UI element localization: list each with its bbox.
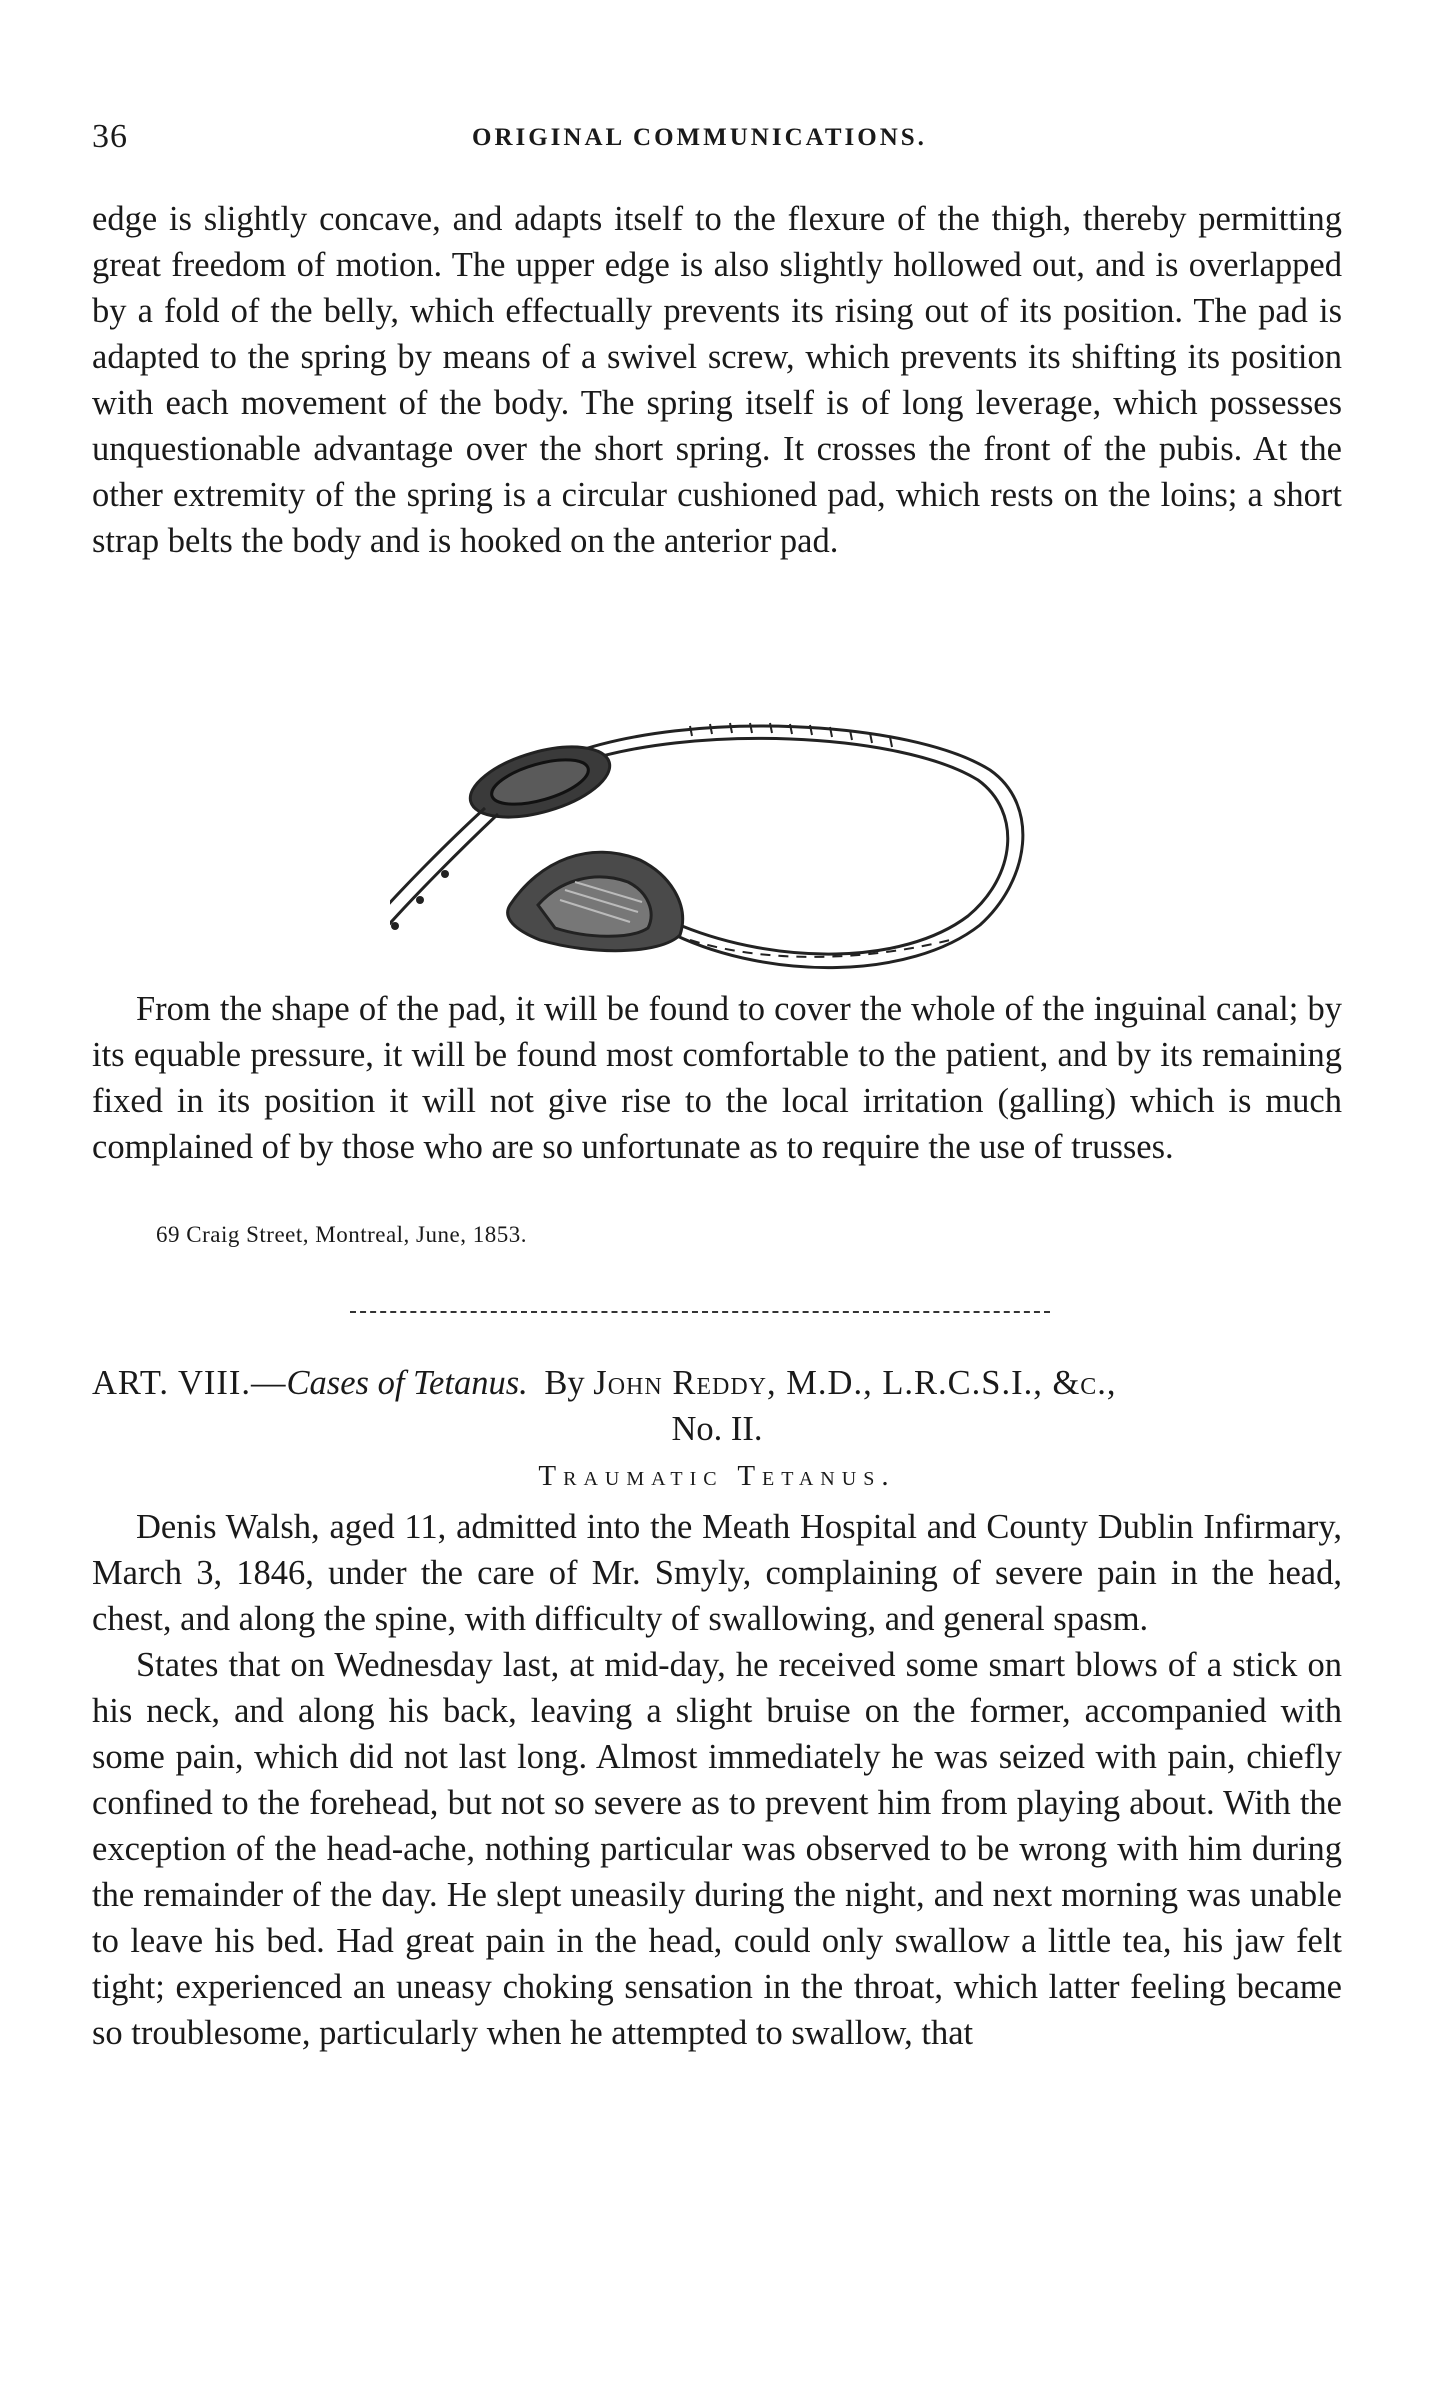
page-number: 36	[92, 118, 128, 155]
dateline: 69 Craig Street, Montreal, June, 1853.	[156, 1222, 527, 1247]
article-heading	[92, 1360, 1342, 1406]
truss-illustration	[390, 690, 1030, 990]
article-author: John Reddy, M.D., L.R.C.S.I., &c.,	[593, 1364, 1117, 1402]
body-paragraph: Denis Walsh, aged 11, admitted into the Meath Hospital and County Dublin Infirmary, March 3, 1846, under the care of Mr. Smyly, complaining of severe pain in the head, chest, and along the spine, with difficulty of swallowing, and general spasm.	[92, 1508, 1342, 1638]
body-paragraph: edge is slightly concave, and adapts itself to the flexure of the thigh, thereby permitting great freedom of motion. The upper edge is also slightly hollowed out, and is overlapped by a fold of the belly, which effectually prevents its rising out of its position. The pad is adapted to the spring by means of a swivel screw, which prevents its shifting its position with each movement of the body. The spring itself is of long leverage, which possesses unquestionable advantage over the short spring. It crosses the front of the pubis. At the other extremity of the spring is a circular cushioned pad, which rests on the loins; a short strap belts the body and is hooked on the anterior pad.	[92, 200, 1342, 560]
section-divider	[350, 1311, 1050, 1316]
article-number: No. II.	[671, 1410, 763, 1448]
body-paragraph: States that on Wednesday last, at mid-day, he received some smart blows of a stick on his neck, and along his back, leaving a slight bruise on the former, accompanied with some pain, which did not last long. Almost immediately he was seized with pain, chiefly confined to the forehead, but not so severe as to prevent him from playing about. With the exception of the head-ache, nothing particular was observed to be wrong with him during the remainder of the day. He slept uneasily during the night, and next morning was unable to leave his bed. Had great pain in the head, could only swallow a little tea, his jaw felt tight; experienced an uneasy choking sensation in the throat, which latter feeling became so troublesome, particularly when he attempted to swallow, that	[92, 1646, 1342, 2052]
section-heading: ORIGINAL COMMUNICATIONS.	[472, 124, 927, 151]
article-label: ART. VIII.—	[92, 1364, 287, 1402]
article-title: Cases of Tetanus.	[286, 1364, 528, 1402]
byline-word: By	[544, 1364, 585, 1402]
truss-benefits	[92, 986, 1342, 1170]
article-subtitle: Traumatic Tetanus.	[538, 1460, 896, 1492]
body-paragraph: From the shape of the pad, it will be found to cover the whole of the inguinal canal; by its equable pressure, it will be found most comfortable to the patient, and by its remaining fixed in its position it will not give rise to the local irritation (galling) which is much complained of by those who are so unfortunate as to require the use of trusses.	[92, 990, 1342, 1166]
truss-description	[92, 196, 1342, 564]
running-head	[92, 118, 1342, 158]
case-report	[92, 1504, 1342, 2056]
